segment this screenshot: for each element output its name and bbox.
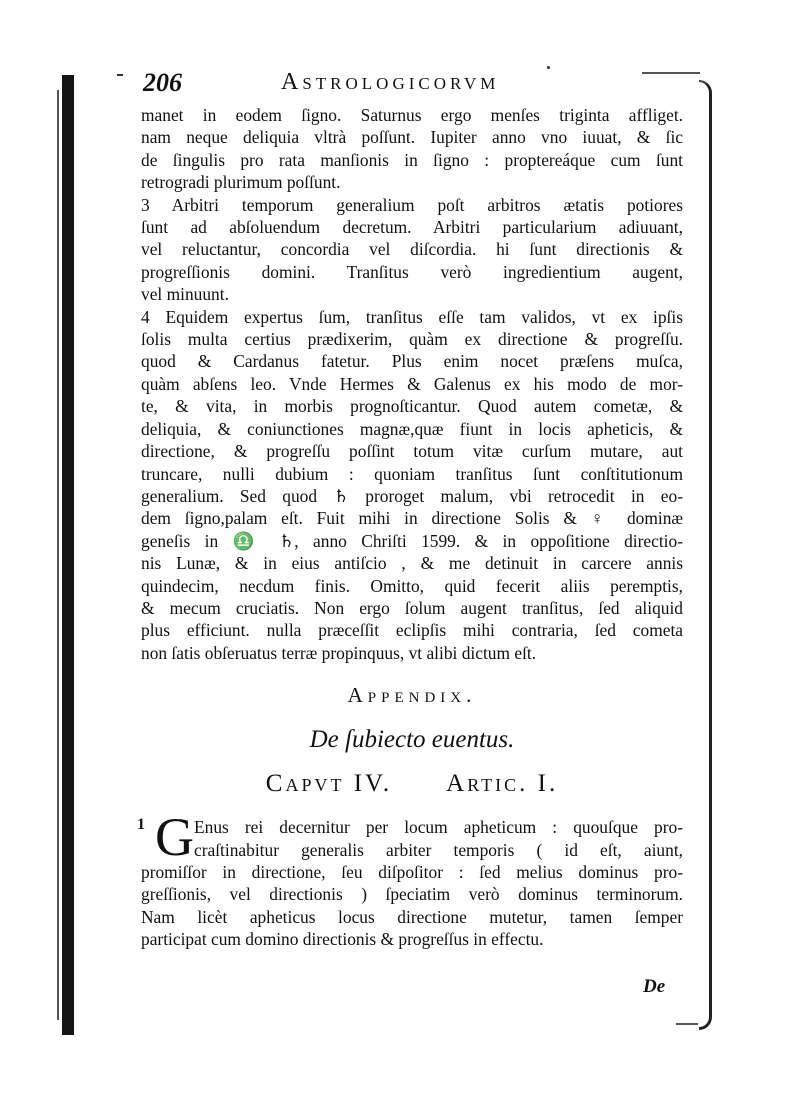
text-line: craſtinabitur generalis arbiter temporis ( id eſt, aiunt, — [194, 839, 683, 860]
running-title: Astrologicorvm — [281, 69, 500, 95]
text-line: 3 Arbitri temporum generalium poſt arbitros ætatis potiores — [141, 194, 683, 215]
text-line: ſunt ad abſoluendum decretum. Arbitri particularium adiuuant, — [141, 217, 683, 238]
chapter-paragraph-1 — [137, 807, 683, 950]
text-line: promiſſor in directione, ſeu diſpoſitor : ſed melius dominus pro- — [141, 861, 683, 882]
appendix-heading: Appendix. — [347, 683, 477, 708]
paragraph-4 — [141, 306, 683, 665]
drop-cap: G — [155, 807, 194, 868]
text-line: nis Lunæ, & in eius antiſcio , & me detinuit in carcere annis — [141, 553, 683, 574]
text-line: de ſingulis pro rata manſionis in ſigno : proptereáque cum ſunt — [141, 149, 683, 170]
text-line: nam neque deliquia vltrà poſſunt. Iupiter anno vno iuuat, & ſic — [141, 127, 683, 148]
paragraph-3 — [141, 194, 683, 306]
text-line: vel minuunt. — [141, 284, 229, 305]
text-line: Enus rei decernitur per locum apheticum : quouſque pro- — [194, 817, 683, 838]
text-line: Nam licèt apheticus locus directione mutetur, tamen ſemper — [141, 906, 683, 927]
catchword: De — [643, 976, 666, 997]
text-line: deliquia, & coniunctiones magnæ,quæ fiunt in locis apheticis, & — [141, 418, 683, 439]
book-spine-shadow — [62, 75, 74, 1035]
text-line: quàm abſens leo. Vnde Hermes & Galenus ex his modo de mor- — [141, 373, 683, 394]
text-line: & mecum cruciatis. Non ergo ſolum augent tranſitus, ſed aliquid — [141, 597, 683, 618]
running-head — [143, 68, 683, 108]
text-line: directione, & progreſſu poſſint totum vitæ curſum mutare, aut — [141, 441, 683, 462]
text-line: dem ſigno,palam eſt. Fuit mihi in directione Solis & ♀ dominæ — [141, 508, 683, 529]
text-line: 4 Equidem expertus ſum, tranſitus eſſe tam validos, vt ex ipſis — [141, 306, 683, 327]
text-line: non ſatis obſeruatus terræ propinquus, vt alibi dictum eſt. — [141, 642, 537, 663]
text-line: te, & vita, in morbis prognoſticantur. Quod autem cometæ, & — [141, 396, 683, 417]
page-body — [137, 104, 683, 951]
text-line: progreſſionis domini. Tranſitus verò ingredientium augent, — [141, 261, 683, 282]
scan-mark — [117, 74, 123, 76]
text-line: geneſis in ♎ ♄, anno Chriſti 1599. & in oppoſitione directio- — [141, 530, 683, 551]
text-line: generalium. Sed quod ♄ proroget malum, vbi retrocedit in eo- — [141, 485, 683, 506]
text-line: quod & Cardanus fatetur. Plus enim nocet præſens muſca, — [141, 351, 683, 372]
caput-label: Capvt IV. — [265, 770, 393, 798]
spine-edge-line — [57, 90, 59, 1020]
text-line: retrogradi plurimum poſſunt. — [141, 172, 341, 193]
page-edge-right — [699, 80, 712, 1030]
text-line: plus efficiunt. nulla præceſſit eclipſis mihi contraria, ſed cometa — [141, 620, 683, 641]
text-line: manet in eodem ſigno. Saturnus ergo menſes triginta affliget. — [141, 105, 683, 125]
chapter-heading — [141, 766, 683, 802]
scan-mark-bottom — [676, 1023, 698, 1025]
text-line: ſolis multa certius prædixerim, quàm ex directione & progreſſu. — [141, 329, 683, 350]
paragraph-continuation — [141, 104, 683, 194]
text-line: truncare, nulli dubium : quoniam tranſitus ſunt conſtitutionum — [141, 463, 683, 484]
page-number: 206 — [143, 68, 182, 97]
paragraph-number: 1 — [137, 816, 145, 834]
text-line: quindecim, necdum finis. Omitto, quid fecerit aliis peremptis, — [141, 575, 683, 596]
text-line: participat cum domino directionis & progreſſus in effectu. — [141, 929, 544, 950]
text-line: greſſionis, vel directionis ) ſpeciatim verò dominus terminorum. — [141, 884, 683, 905]
text-line: vel reluctantur, concordia vel diſcordia. hi ſunt directionis & — [141, 239, 683, 260]
artic-label: Artic. I. — [446, 770, 559, 798]
section-subtitle: De ſubiecto euentus. — [309, 726, 515, 754]
